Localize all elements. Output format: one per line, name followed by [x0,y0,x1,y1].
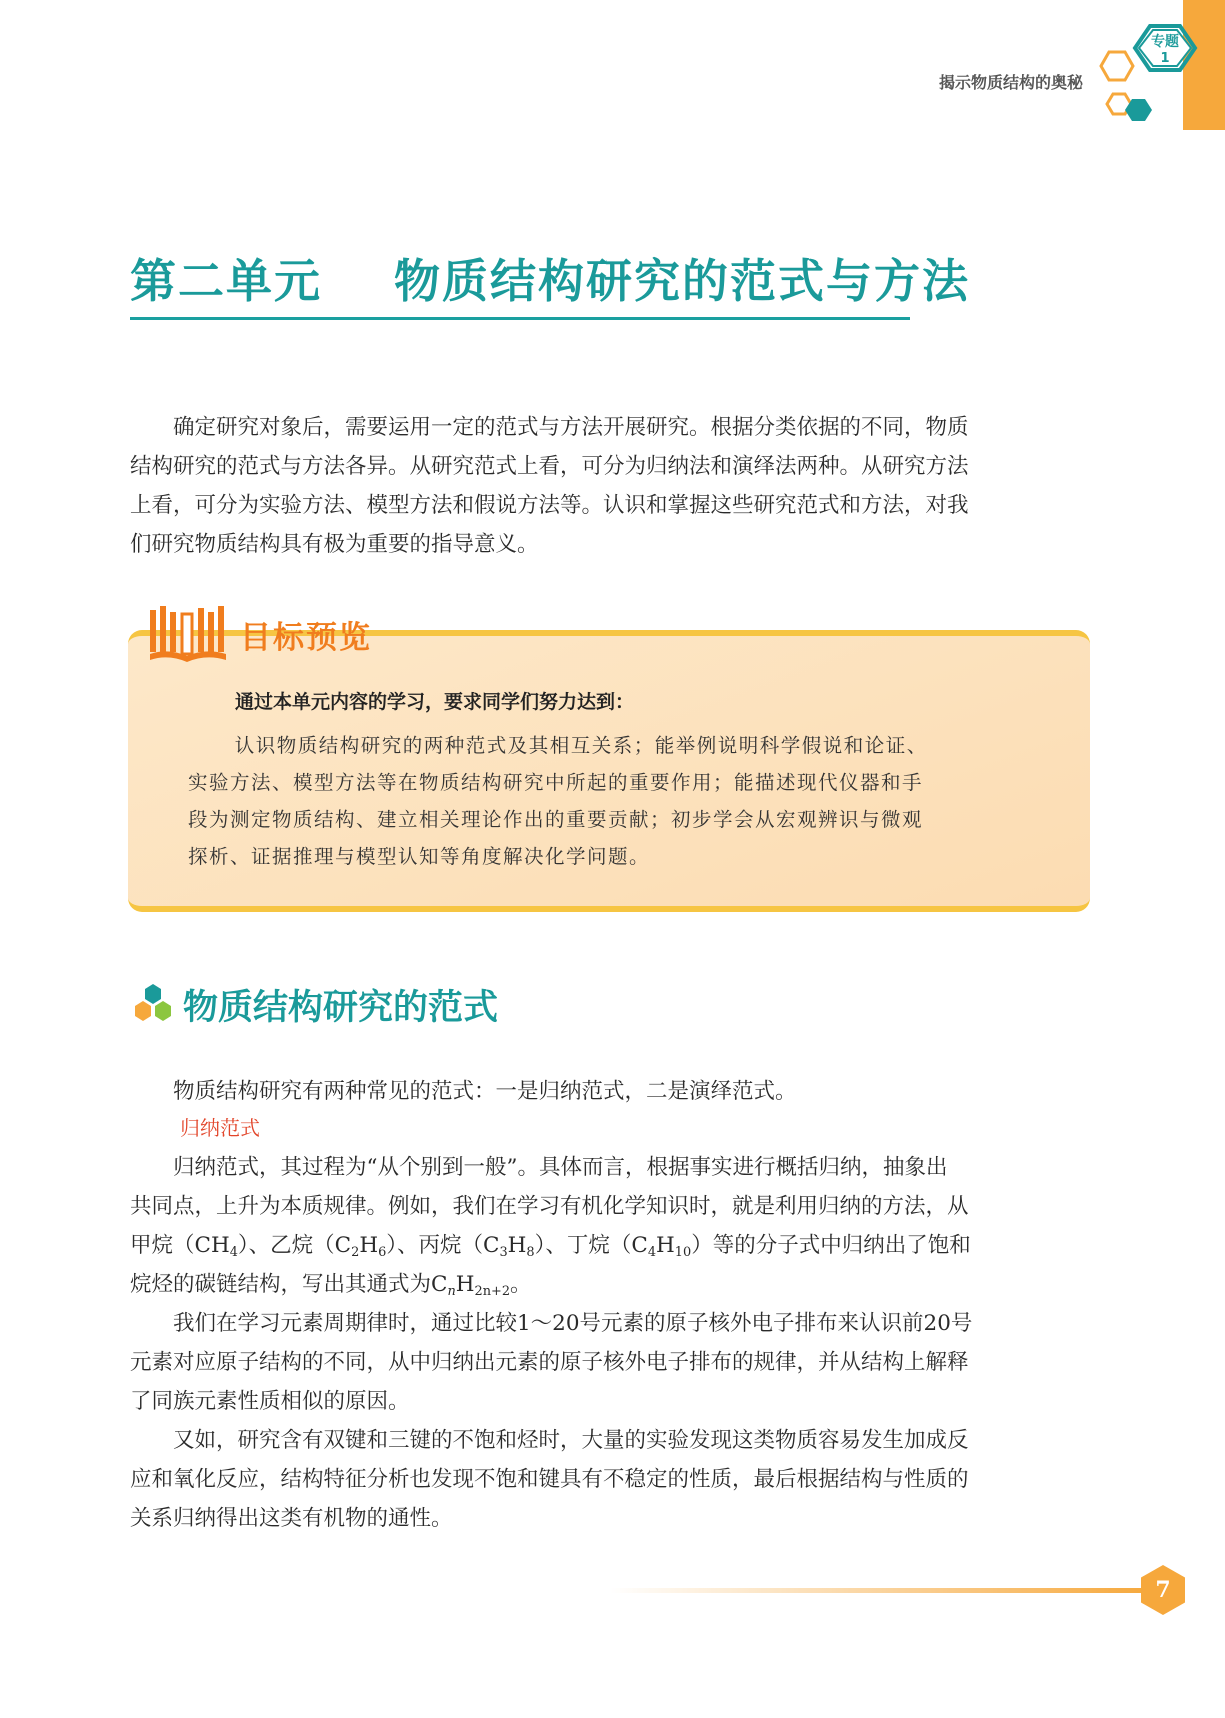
inductive-paragraph [130,1148,1090,1538]
body-line: 了同族元素性质相似的原因。 [130,1389,410,1414]
section-title: 物质结构研究的范式 [183,988,499,1028]
running-header-title: 揭示物质结构的奥秘 [938,73,1083,92]
page-number: 7 [1155,1577,1171,1603]
unit-title: 第二单元 物质结构研究的范式与方法 [130,254,971,308]
subsection-title: 归纳范式 [180,1116,260,1140]
intro-paragraph [130,408,1090,564]
goals-body [188,727,1058,875]
goals-line: 探析、证据推理与模型认知等角度解决化学问题。 [188,845,651,868]
goals-line: 认识物质结构研究的两种范式及其相互关系；能举例说明科学假说和论证、 [234,734,928,757]
topic-label: 专题 [1151,34,1179,50]
topic-badge [1075,0,1225,130]
intro-line: 上看，可分为实验方法、模型方法和假说方法等。认识和掌握这些研究范式和方法，对我 [130,493,969,518]
page-number-badge [1137,1564,1189,1616]
body-line: 归纳范式，其过程为“从个别到一般”。具体而言，根据事实进行概括归纳，抽象出 [173,1155,948,1180]
intro-line: 结构研究的范式与方法各异。从研究范式上看，可分为归纳法和演绎法两种。从研究方法 [130,454,969,479]
formula-line: 甲烷$(CH_4)$、乙烷$(C_2H_6)$、丙烷$(C_3H_8)$、丁烷$(C_4H_{10})$等的分子式中归纳出了饱和 [130,1233,971,1260]
goals-line: 段为测定物质结构、建立相关理论作出的重要贡献；初步学会从宏观辨识与微观 [188,808,924,831]
body-line: 又如，研究含有双键和三键的不饱和烃时，大量的实验发现这类物质容易发生加成反 [173,1428,969,1453]
footer-rule [610,1588,1150,1593]
goals-line: 实验方法、模型方法等在物质结构研究中所起的重要作用；能描述现代仪器和手 [188,771,924,794]
open-book-icon [148,604,230,664]
intro-line: 们研究物质结构具有极为重要的指导意义。 [130,532,539,557]
body-line: 元素对应原子结构的不同，从中归纳出元素的原子核外电子排布的规律，并从结构上解释 [130,1350,969,1375]
topic-number: 1 [1160,51,1170,66]
section-lead-line: 物质结构研究有两种常见的范式：一是归纳范式，二是演绎范式。 [173,1079,797,1104]
goals-lead: 通过本单元内容的学习，要求同学们努力达到： [235,691,635,713]
body-line: 我们在学习元素周期律时，通过比较1～20号元素的原子核外电子排布来认识前20号 [173,1311,973,1336]
intro-line: 确定研究对象后，需要运用一定的范式与方法开展研究。根据分类依据的不同，物质 [173,415,969,440]
hexagon-cluster-icon [133,982,173,1022]
title-underline [130,317,910,320]
body-line: 共同点，上升为本质规律。例如，我们在学习有机化学知识时，就是利用归纳的方法，从 [130,1194,969,1219]
body-line: 关系归纳得出这类有机物的通性。 [130,1506,453,1531]
general-formula-line: 烷烃的碳链结构，写出其通式为$C_nH_{2n+2}$。 [130,1272,532,1299]
section-lead [130,1072,1090,1111]
body-line: 应和氧化反应，结构特征分析也发现不饱和键具有不稳定的性质，最后根据结构与性质的 [130,1467,969,1492]
goals-title: 目标预览 [240,620,372,656]
